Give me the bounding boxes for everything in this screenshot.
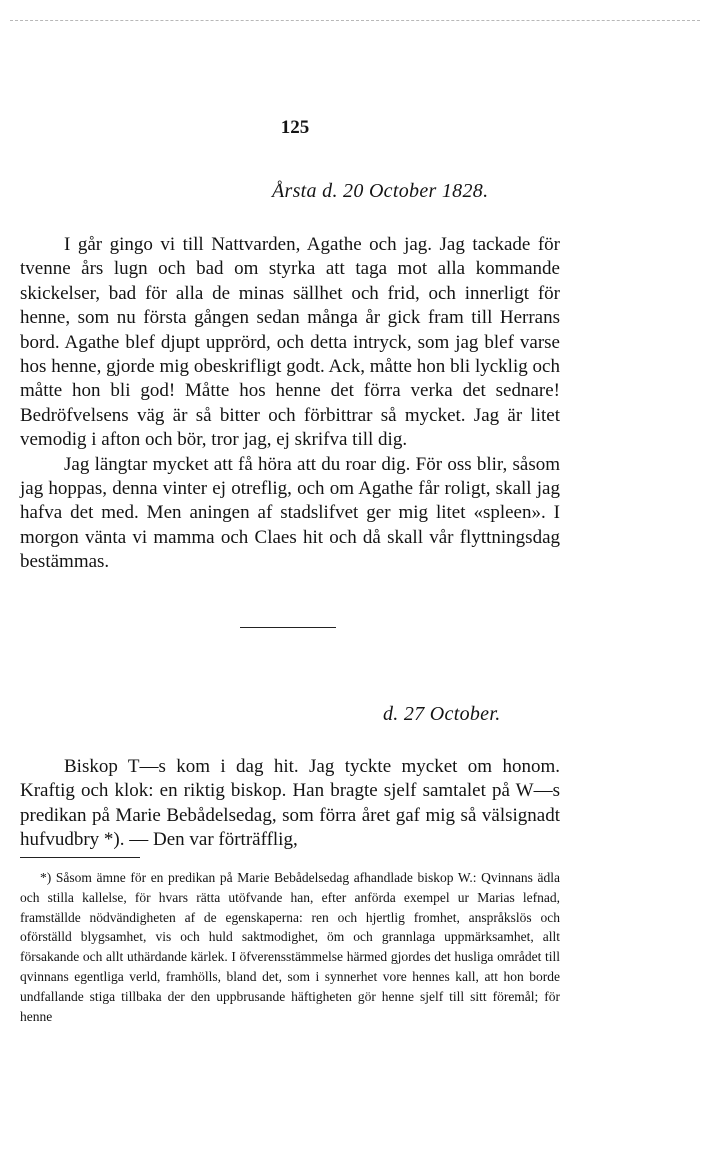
scan-edge-line (10, 20, 700, 21)
footnote-text: *) Såsom ämne för en predikan på Marie Bebådelsedag afhandlade biskop W.: Qvinnans ädla och stilla kallelse, för hvars rätta utöfvande han, efter anförda exempel ur Marias lefnad, framställde nödvändigheten af de egenskaperna: ren och hjertlig fromhet, anspråkslös och oförställd blygsamhet, vis och huld saktmodighet, öm och grannlaga uppmärksamhet, allt försakande och allt uthärdande kärlek. I öfverensstämmelse härmed gjordes det husliga området till qvinnans egentliga verld, framhölls, bland det, som i synnerhet vore hennes kall, att hon borde undfallande stiga tillbaka der den uppbrusande häftigheten gör henne sjelf till sitt föremål; för henne (20, 870, 560, 1024)
section-divider (240, 627, 336, 628)
entry-body (20, 755, 560, 853)
entry-date: Årsta d. 20 October 1828. (272, 180, 489, 202)
paragraph: Jag längtar mycket att få höra att du roar dig. För oss blir, såsom jag hoppas, denna vinter ej otreflig, och om Agathe får roligt, skall jag hafva det med. Men aningen af stadslifvet ger mig litet «spleen». I morgon vänta vi mamma och Claes hit och då skall vår flyttningsdag bestämmas. (20, 453, 560, 573)
page-number: 125 (280, 117, 310, 138)
footnote-divider (20, 857, 140, 858)
paragraph: Biskop T—s kom i dag hit. Jag tyckte mycket om honom. Kraftig och klok: en riktig biskop. Han bragte sjelf samtalet på W—s predikan på Marie Bebådelsedag, som förra året gaf mig så välsignadt hufvudbry *). — Den var förträfflig, (20, 756, 560, 851)
entry-body (20, 233, 560, 575)
footnote (20, 868, 560, 1026)
entry-date: d. 27 October. (383, 703, 501, 725)
paragraph: I går gingo vi till Nattvarden, Agathe och jag. Jag tackade för tvenne års lugn och bad om styrka att taga mot alla kommande skickelser, bad för alla de minas sällhet och frid, och innerligt för henne, som nu första gången sedan många år gick fram till Herrans bord. Agathe blef djupt upprörd, och detta intryck, som jag blef varse hos henne, gjorde mig obeskrifligt godt. Ack, måtte hon bli lycklig och måtte hon bli god! Måtte hos henne det förra verka det sednare! Bedröfvelsens väg är så bitter och förbittrar så mycket. Jag är litet vemodig i afton och bör, tror jag, ej skrifva till dig. (20, 234, 560, 451)
